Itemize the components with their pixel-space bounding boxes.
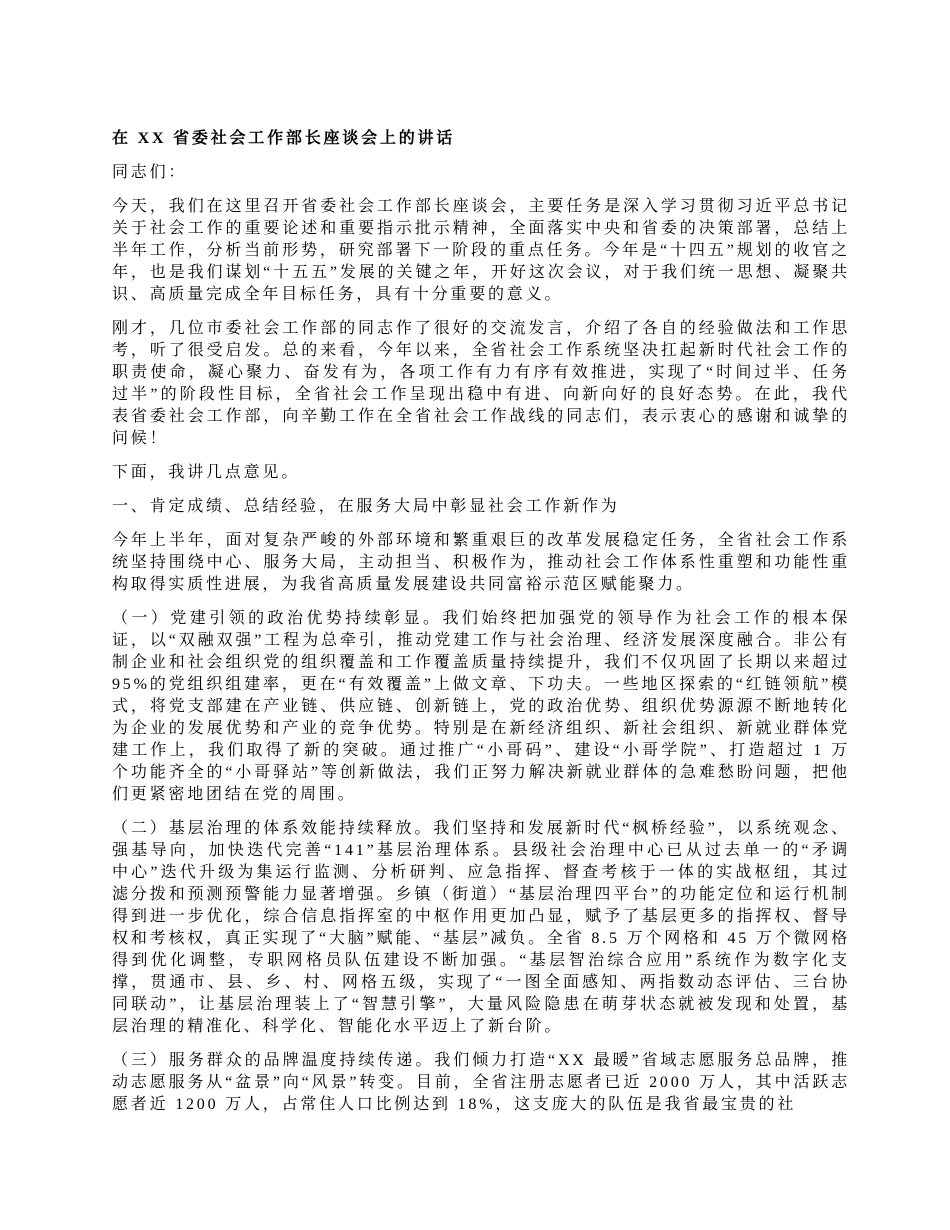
paragraph-point-2-grassroots-governance: （二）基层治理的体系效能持续释放。我们坚持和发展新时代“枫桥经验”，以系统观念、强基导向，加快迭代完善“141”基层治理体系。县级社会治理中心已从过去单一的“矛调中心”迭代升级为集运行监测、分析研判、应急指挥、督查考核于一体的实战枢纽，其过滤分拨和预测预警能力显著增强。乡镇（街道）“基层治理四平台”的功能定位和运行机制得到进一步优化，综合信息指挥室的中枢作用更加凸显，赋予了基层更多的指挥权、督导权和考核权，真正实现了“大脑”赋能、“基层”减负。全省 8.5 万个网格和 45 万个微网格得到优化调整，专职网格员队伍建设不断加强。“基层智治综合应用”系统作为数字化支撑，贯通市、县、乡、村、网格五级，实现了“一图全面感知、两指数动态评估、三台协同联动”，让基层治理装上了“智慧引擎”，大量风险隐患在萌芽状态就被发现和处置，基层治理的精准化、科学化、智能化水平迈上了新台阶。 xyxy=(112,820,850,1035)
document-title: 在 XX 省委社会工作部长座谈会上的讲话 xyxy=(112,130,456,147)
paragraph-point-1-party-building: （一）党建引领的政治优势持续彰显。我们始终把加强党的领导作为社会工作的根本保证，以“双融双强”工程为总牵引，推动党建工作与社会治理、经济发展深度融合。非公有制企业和社会组织党的组织覆盖和工作覆盖质量持续提升，我们不仅巩固了长期以来超过 95%的党组织组建率，更在“有效覆盖”上做文章、下功夫。一些地区探索的“红链领航”模式，将党支部建在产业链、供应链、创新链上，党的政治优势、组织优势源源不断地转化为企业的发展优势和产业的竞争优势。特别是在新经济组织、新社会组织、新就业群体党建工作上，我们取得了新的突破。通过推广“小哥码”、建设“小哥学院”、打造超过 1 万个功能齐全的“小哥驿站”等创新做法，我们正努力解决新就业群体的急难愁盼问题，把他们更紧密地团结在党的周围。 xyxy=(112,610,850,803)
paragraph-opening: 今天，我们在这里召开省委社会工作部长座谈会，主要任务是深入学习贯彻习近平总书记关于社会工作的重要论述和重要指示批示精神，全面落实中央和省委的决策部署，总结上半年工作，分析当前形势，研究部署下一阶段的重点任务。今年是“十四五”规划的收官之年，也是我们谋划“十五五”发展的关键之年，开好这次会议，对于我们统一思想、凝聚共识、高质量完成全年目标任务，具有十分重要的意义。 xyxy=(112,198,850,303)
salutation: 同志们： xyxy=(112,164,188,181)
paragraph-halfyear-overview: 今年上半年，面对复杂严峻的外部环境和繁重艰巨的改革发展稳定任务，全省社会工作系统坚持围绕中心、服务大局，主动担当、积极作为，推动社会工作体系性重塑和功能性重构取得实质性进展，为我省高质量发展建设共同富裕示范区赋能聚力。 xyxy=(112,532,850,593)
section-heading-1: 一、肯定成绩、总结经验，在服务大局中彰显社会工作新作为 xyxy=(112,498,620,515)
paragraph-point-3-volunteer-service: （三）服务群众的品牌温度持续传递。我们倾力打造“XX 最暖”省域志愿服务总品牌，推动志愿服务从“盆景”向“风景”转变。目前，全省注册志愿者已近 2000 万人，其中活跃志愿者近 1200 万人，占常住人口比例达到 18%，这支庞大的队伍是我省最宝贵的社 xyxy=(112,1052,850,1113)
paragraph-review-remarks: 刚才，几位市委社会工作部的同志作了很好的交流发言，介绍了各自的经验做法和工作思考，听了很受启发。总的来看，今年以来，全省社会工作系统坚决扛起新时代社会工作的职责使命，凝心聚力、奋发有为，各项工作有力有序有效推进，实现了“时间过半、任务过半”的阶段性目标，全省社会工作呈现出稳中有进、向新向好的良好态势。在此，我代表省委社会工作部，向辛勤工作在全省社会工作战线的同志们，表示衷心的感谢和诚挚的问候！ xyxy=(112,320,850,447)
paragraph-transition: 下面，我讲几点意见。 xyxy=(112,464,301,481)
